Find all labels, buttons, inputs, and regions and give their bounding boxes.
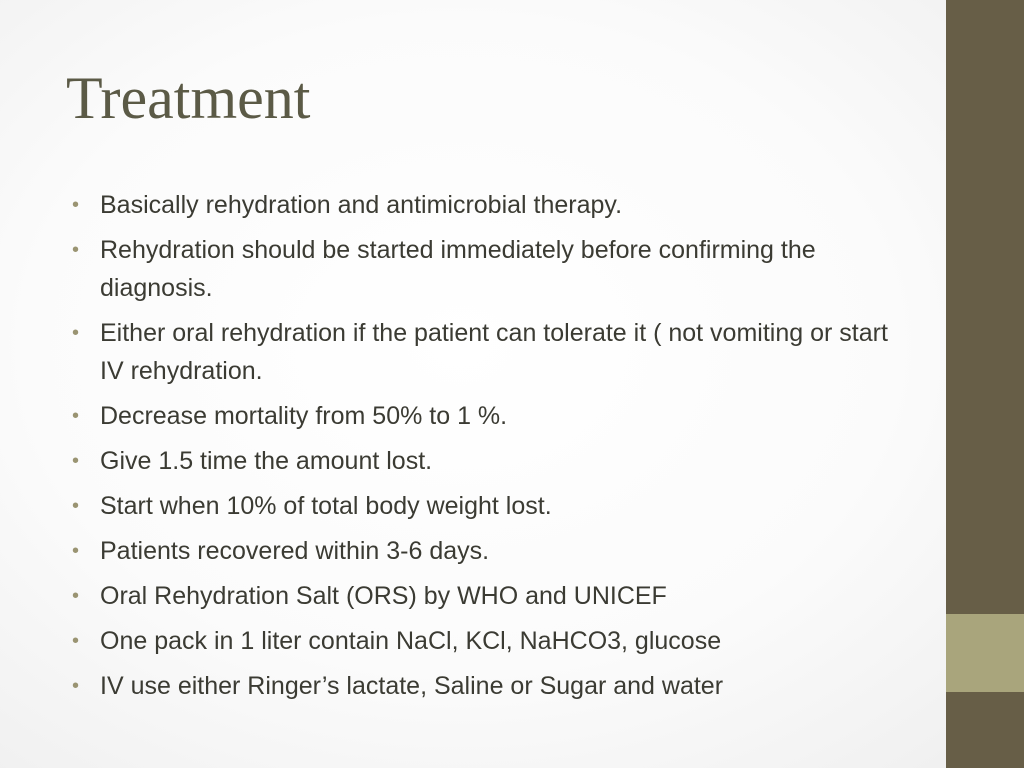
bullet-list [72, 186, 902, 712]
bullet-text: IV use either Ringer’s lactate, Saline or Sugar and water [100, 672, 724, 700]
slide-title: Treatment [66, 65, 311, 131]
bullet-dot-icon: • [72, 540, 80, 562]
side-accent-block [946, 614, 1024, 692]
bullet-text: Rehydration should be started immediately before confirming the diagnosis. [100, 236, 816, 302]
bullet-item [72, 186, 902, 224]
bullet-text: Start when 10% of total body weight lost. [100, 492, 552, 520]
bullet-text: Give 1.5 time the amount lost. [100, 447, 433, 475]
bullet-item [72, 622, 902, 660]
bullet-dot-icon: • [72, 585, 80, 607]
bullet-dot-icon: • [72, 495, 80, 517]
bullet-dot-icon: • [72, 630, 80, 652]
bullet-item [72, 532, 902, 570]
bullet-item [72, 577, 902, 615]
bullet-item [72, 667, 902, 705]
bullet-text: Decrease mortality from 50% to 1 %. [100, 402, 508, 430]
bullet-item [72, 314, 902, 390]
bullet-dot-icon: • [72, 450, 80, 472]
bullet-item [72, 231, 902, 307]
bullet-item [72, 397, 902, 435]
bullet-text: One pack in 1 liter contain NaCl, KCl, NaHCO3, glucose [100, 627, 722, 655]
bullet-dot-icon: • [72, 322, 80, 344]
bullet-dot-icon: • [72, 194, 80, 216]
bullet-text: Either oral rehydration if the patient can tolerate it ( not vomiting or start IV rehydration. [100, 319, 888, 385]
bullet-text: Oral Rehydration Salt (ORS) by WHO and UNICEF [100, 582, 667, 610]
bullet-text: Patients recovered within 3-6 days. [100, 537, 490, 565]
bullet-text: Basically rehydration and antimicrobial therapy. [100, 191, 623, 219]
bullet-dot-icon: • [72, 405, 80, 427]
bullet-item [72, 442, 902, 480]
bullet-dot-icon: • [72, 239, 80, 261]
bullet-item [72, 487, 902, 525]
bullet-dot-icon: • [72, 675, 80, 697]
